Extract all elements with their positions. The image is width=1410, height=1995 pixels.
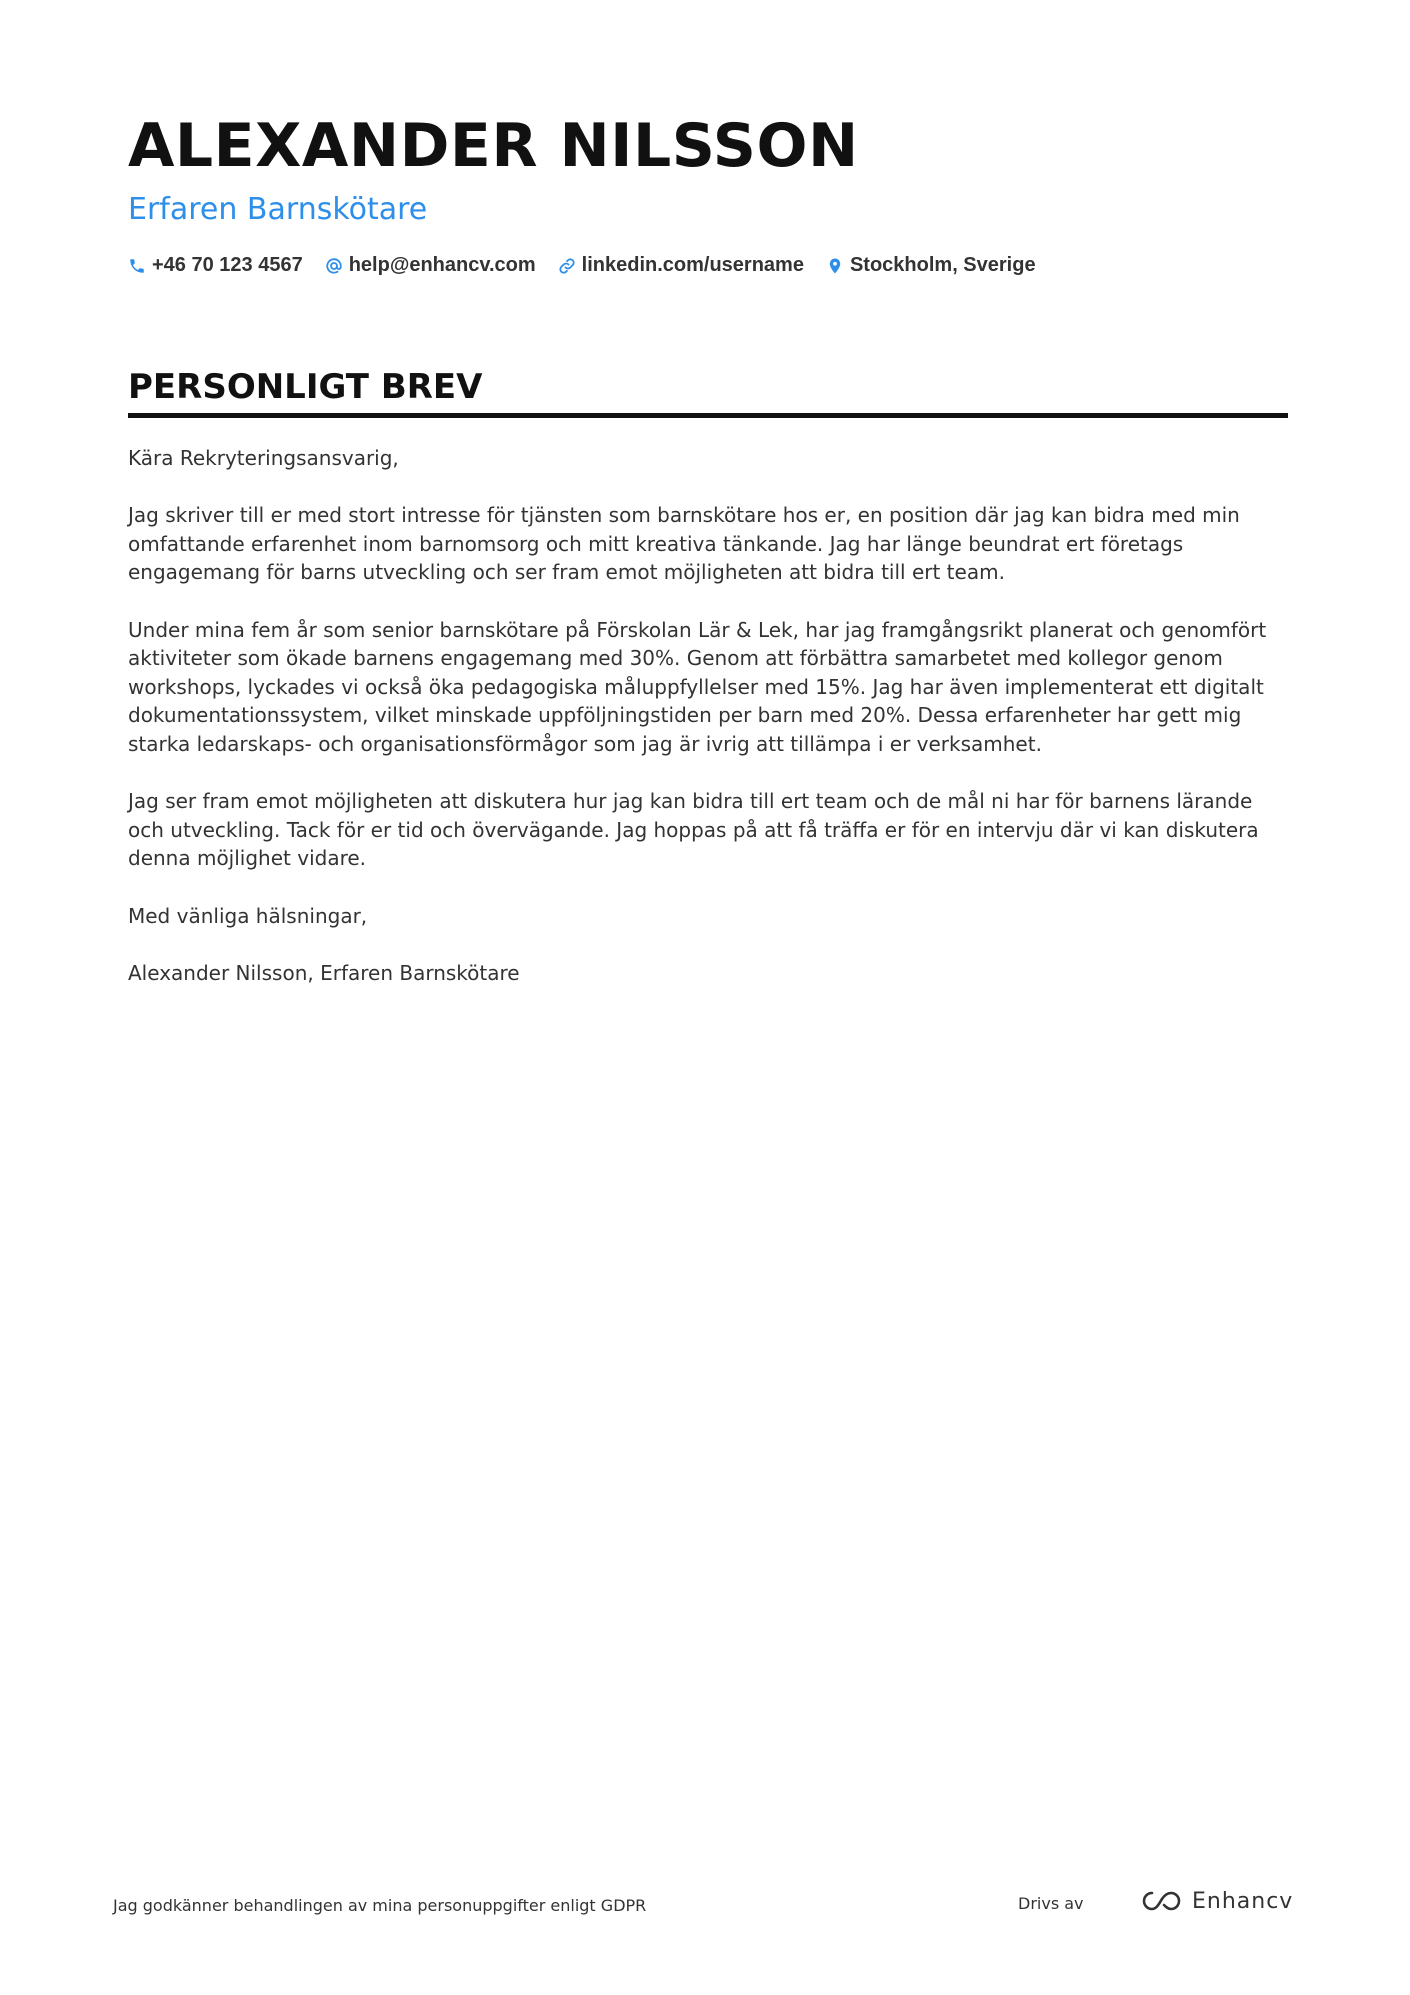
contact-location	[826, 254, 1036, 277]
location-text: Stockholm, Sverige	[849, 254, 1036, 276]
at-icon	[325, 257, 343, 275]
header	[128, 108, 1288, 277]
letter-body	[128, 444, 1288, 987]
brand-name: Enhancv	[1192, 1888, 1294, 1914]
powered-by-label: Drivs av	[1018, 1894, 1084, 1913]
phone-icon	[128, 257, 146, 275]
candidate-name: ALEXANDER NILSSON	[128, 111, 859, 181]
letter-greeting: Kära Rekryteringsansvarig,	[128, 446, 399, 470]
gdpr-consent: Jag godkänner behandlingen av mina personuppgifter enligt GDPR	[113, 1896, 647, 1915]
footer	[113, 1888, 1294, 1928]
location-pin-icon	[826, 257, 844, 275]
brand-link[interactable]	[1138, 1888, 1293, 1914]
section-title: PERSONLIGT BREV	[128, 365, 1288, 418]
contact-email[interactable]	[325, 254, 536, 277]
job-title: Erfaren Barnskötare	[128, 192, 428, 227]
phone-text: +46 70 123 4567	[152, 254, 303, 276]
letter-paragraph-1: Jag skriver till er med stort intresse för tjänsten som barnskötare hos er, en position där jag kan bidra med min omfattande erfarenhet inom barnomsorg och mitt kreativa tänkande. Jag har länge beundrat ert företags engagemang för barns utveckling och ser fram emot möjligheten att bidra till ert team.	[128, 503, 1240, 585]
enhancv-logo-icon	[1138, 1888, 1184, 1914]
contact-list	[128, 254, 1288, 277]
link-icon	[558, 257, 576, 275]
email-text: help@enhancv.com	[348, 254, 536, 276]
letter-paragraph-3: Jag ser fram emot möjligheten att diskutera hur jag kan bidra till ert team och de mål ni har för barnens lärande och utveckling. Tack för er tid och övervägande. Jag hoppas på att få träffa er för en intervju där vi kan diskutera denna möjlighet vidare.	[128, 789, 1259, 871]
letter-paragraph-2: Under mina fem år som senior barnskötare på Förskolan Lär & Lek, har jag framgångsrikt planerat och genomfört aktiviteter som ökade barnens engagemang med 30%. Genom att förbättra samarbetet med kollegor genom workshops, lyckades vi också öka pedagogiska måluppfyllelser med 15%. Jag har även implementerat ett digitalt dokumentationssystem, vilket minskade uppföljningstiden per barn med 20%. Dessa erfarenheter har gett mig starka ledarskaps- och organisationsförmågor som jag är ivrig att tillämpa i er verksamhet.	[128, 617, 1267, 756]
contact-phone[interactable]	[128, 254, 303, 277]
linkedin-text: linkedin.com/username	[581, 254, 804, 276]
letter-closing: Med vänliga hälsningar,	[128, 903, 368, 928]
letter-signature: Alexander Nilsson, Erfaren Barnskötare	[128, 960, 520, 985]
contact-linkedin[interactable]	[558, 254, 804, 277]
cover-letter-section	[128, 365, 1288, 1016]
